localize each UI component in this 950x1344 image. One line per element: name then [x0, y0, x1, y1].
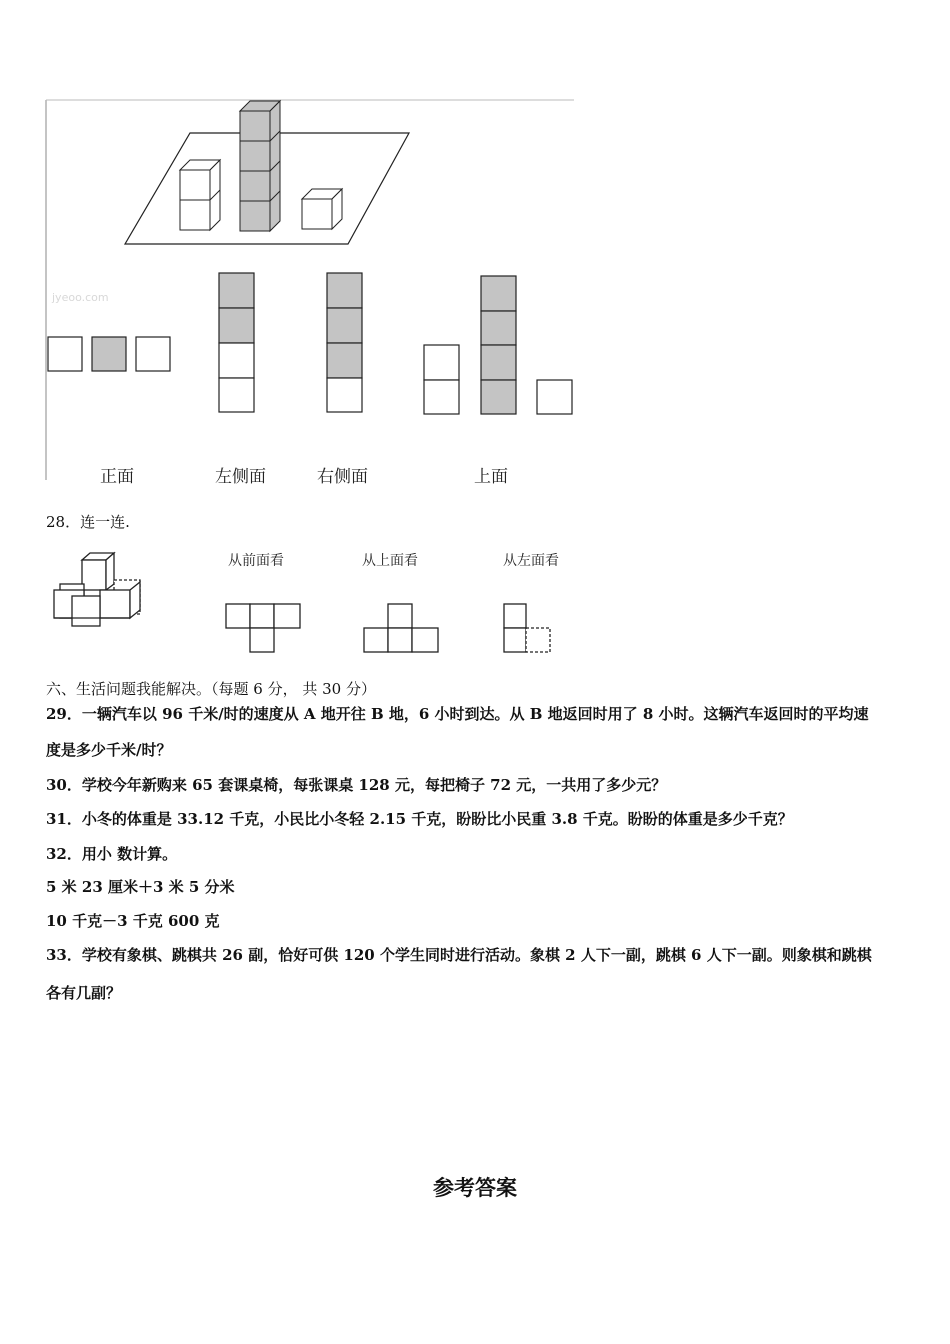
label-front: 正面: [100, 467, 134, 487]
q28-header-front: 从前面看: [228, 553, 284, 569]
section6-title: 六、生活问题我能解决。（每题 6 分， 共 30 分）: [46, 680, 376, 698]
cube-arrangement-svg: [0, 0, 600, 500]
front-view-shape: [48, 337, 170, 371]
q28-title: 28．连一连.: [46, 513, 130, 531]
q33-line2: 各有几副？: [46, 984, 122, 1002]
label-right-side: 右侧面: [317, 467, 368, 487]
label-top: 上面: [474, 467, 508, 487]
q29-line1: 29．一辆汽车以 96 千米/时的速度从 A 地开往 B 地，6 小时到达。从 B 地返回时用了 8 小时。这辆汽车返回时的平均速: [46, 705, 869, 723]
right-cube: [302, 189, 342, 229]
q29-line2: 度是多少千米/时？: [46, 741, 172, 759]
q32-sub1: 5 米 23 厘米＋3 米 5 分米: [46, 878, 235, 896]
answer-title: 参考答案: [433, 1176, 517, 1200]
watermark-text: jyeoo.com: [52, 291, 109, 304]
q28-header-left: 从左面看: [503, 553, 559, 569]
q28-front-view: [226, 604, 300, 652]
tall-cube-stack: [240, 101, 280, 231]
q28-figure: [0, 540, 600, 665]
right-side-view-shape: [327, 273, 362, 412]
q32-sub2: 10 千克－3 千克 600 克: [46, 912, 220, 930]
q28-top-view: [364, 604, 438, 652]
left-cube-stack: [180, 160, 220, 230]
q28-header-top: 从上面看: [362, 553, 418, 569]
top-view-shape: [424, 276, 572, 414]
q33-line1: 33．学校有象棋、跳棋共 26 副，恰好可供 120 个学生同时进行活动。象棋 2 人下一副，跳棋 6 人下一副。则象棋和跳棋: [46, 946, 872, 964]
q30-line1: 30．学校今年新购来 65 套课桌椅，每张课桌 128 元，每把椅子 72 元，一共用了多少元？: [46, 776, 667, 794]
label-left-side: 左侧面: [215, 467, 266, 487]
left-side-view-shape: [219, 273, 254, 412]
q28-left-view: [504, 604, 550, 652]
q28-solid: [54, 553, 140, 626]
q32-line1: 32．用小 数计算。: [46, 845, 178, 863]
q31-line1: 31．小冬的体重是 33.12 千克，小民比小冬轻 2.15 千克，盼盼比小民重 3.8 千克。盼盼的体重是多少千克？: [46, 810, 793, 828]
cube-views-figure: [0, 0, 600, 500]
